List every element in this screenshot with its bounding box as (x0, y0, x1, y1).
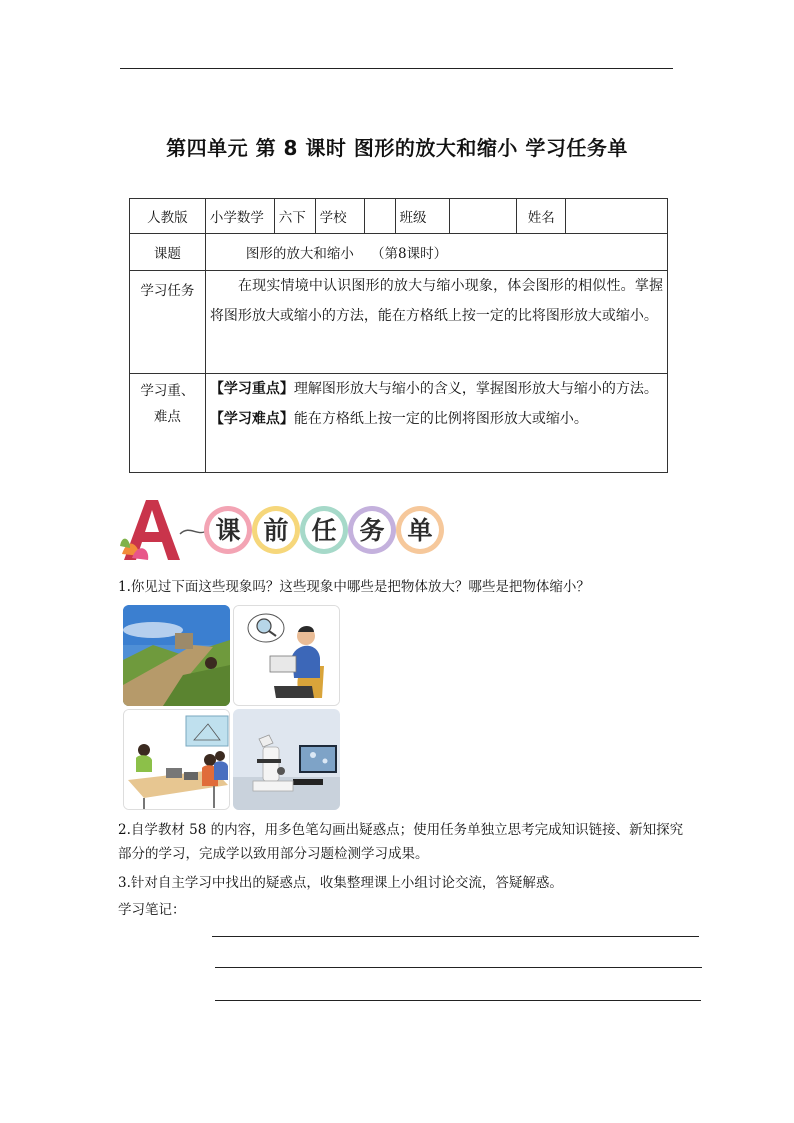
banner-char-4 (348, 506, 396, 554)
page-title: 第四单元 第 8 课时 图形的放大和缩小 学习任务单 (166, 136, 628, 160)
class-field[interactable] (450, 199, 517, 234)
diff-tag: 【学习难点】 (209, 411, 294, 427)
question-2: 2.自学教材 58 的内容，用多色笔勾画出疑惑点；使用任务单独立思考完成知识链接、新知探究部分的学习，完成学以致用部分习题检测学习成果。 (118, 822, 684, 862)
banner-char-text: 前 (263, 516, 289, 545)
key-tag: 【学习重点】 (209, 381, 294, 397)
banner-char-1 (204, 506, 252, 554)
microscope-photo (233, 709, 340, 810)
letter-a-logo (120, 500, 180, 560)
topic-value: 图形的放大和缩小 （第8课时） (205, 234, 667, 271)
banner-letter: A (154, 554, 155, 555)
note-line[interactable] (215, 1000, 701, 1001)
school-field[interactable] (364, 199, 395, 234)
magnifier-illustration (233, 605, 340, 706)
school-label: 学校 (315, 199, 364, 234)
banner-char-text: 任 (311, 516, 337, 545)
task-label: 学习任务 (130, 271, 206, 374)
pre-class-banner (118, 494, 458, 564)
task-text-cell (205, 271, 667, 374)
table-row (130, 374, 668, 473)
table-row (130, 271, 668, 374)
header-rule (120, 68, 673, 69)
diff-text: 能在方格纸上按一定的比例将图形放大或缩小。 (293, 411, 588, 427)
notes-label: 学习笔记： (118, 902, 186, 918)
note-line[interactable] (212, 936, 699, 937)
grade-cell: 六下 (274, 199, 315, 234)
banner-char-2 (252, 506, 300, 554)
great-wall-photo (123, 605, 230, 706)
banner-char-3 (300, 506, 348, 554)
question-3: 3.针对自主学习中找出的疑惑点，收集整理课上小组讨论交流，答疑解惑。 (118, 875, 563, 891)
note-line[interactable] (215, 967, 702, 968)
keypoint-label: 学习重、难点 (130, 374, 206, 473)
photo-grid (123, 605, 343, 811)
banner-char-text: 课 (215, 516, 241, 545)
key-text: 理解图形放大与缩小的含义，掌握图形放大与缩小的方法。 (293, 381, 658, 397)
table-row (130, 234, 668, 271)
banner-char-text: 单 (407, 516, 433, 545)
table-row (130, 199, 668, 234)
topic-label: 课题 (130, 234, 206, 271)
edition-cell: 人教版 (130, 199, 206, 234)
keypoint-cell (205, 374, 667, 473)
name-label: 姓名 (517, 199, 566, 234)
name-field[interactable] (566, 199, 668, 234)
banner-char-text: 务 (359, 516, 385, 545)
task-text: 在现实情境中认识图形的放大与缩小现象，体会图形的相似性。掌握将图形放大或缩小的方法，能在方格纸上按一定的比将图形放大或缩小。 (209, 278, 663, 324)
projector-classroom-illustration (123, 709, 230, 810)
banner-char-5 (396, 506, 444, 554)
class-label: 班级 (395, 199, 450, 234)
info-table (129, 198, 668, 473)
subject-cell: 小学数学 (205, 199, 274, 234)
question-1: 1.你见过下面这些现象吗？这些现象中哪些是把物体放大？哪些是把物体缩小？ (118, 579, 590, 595)
